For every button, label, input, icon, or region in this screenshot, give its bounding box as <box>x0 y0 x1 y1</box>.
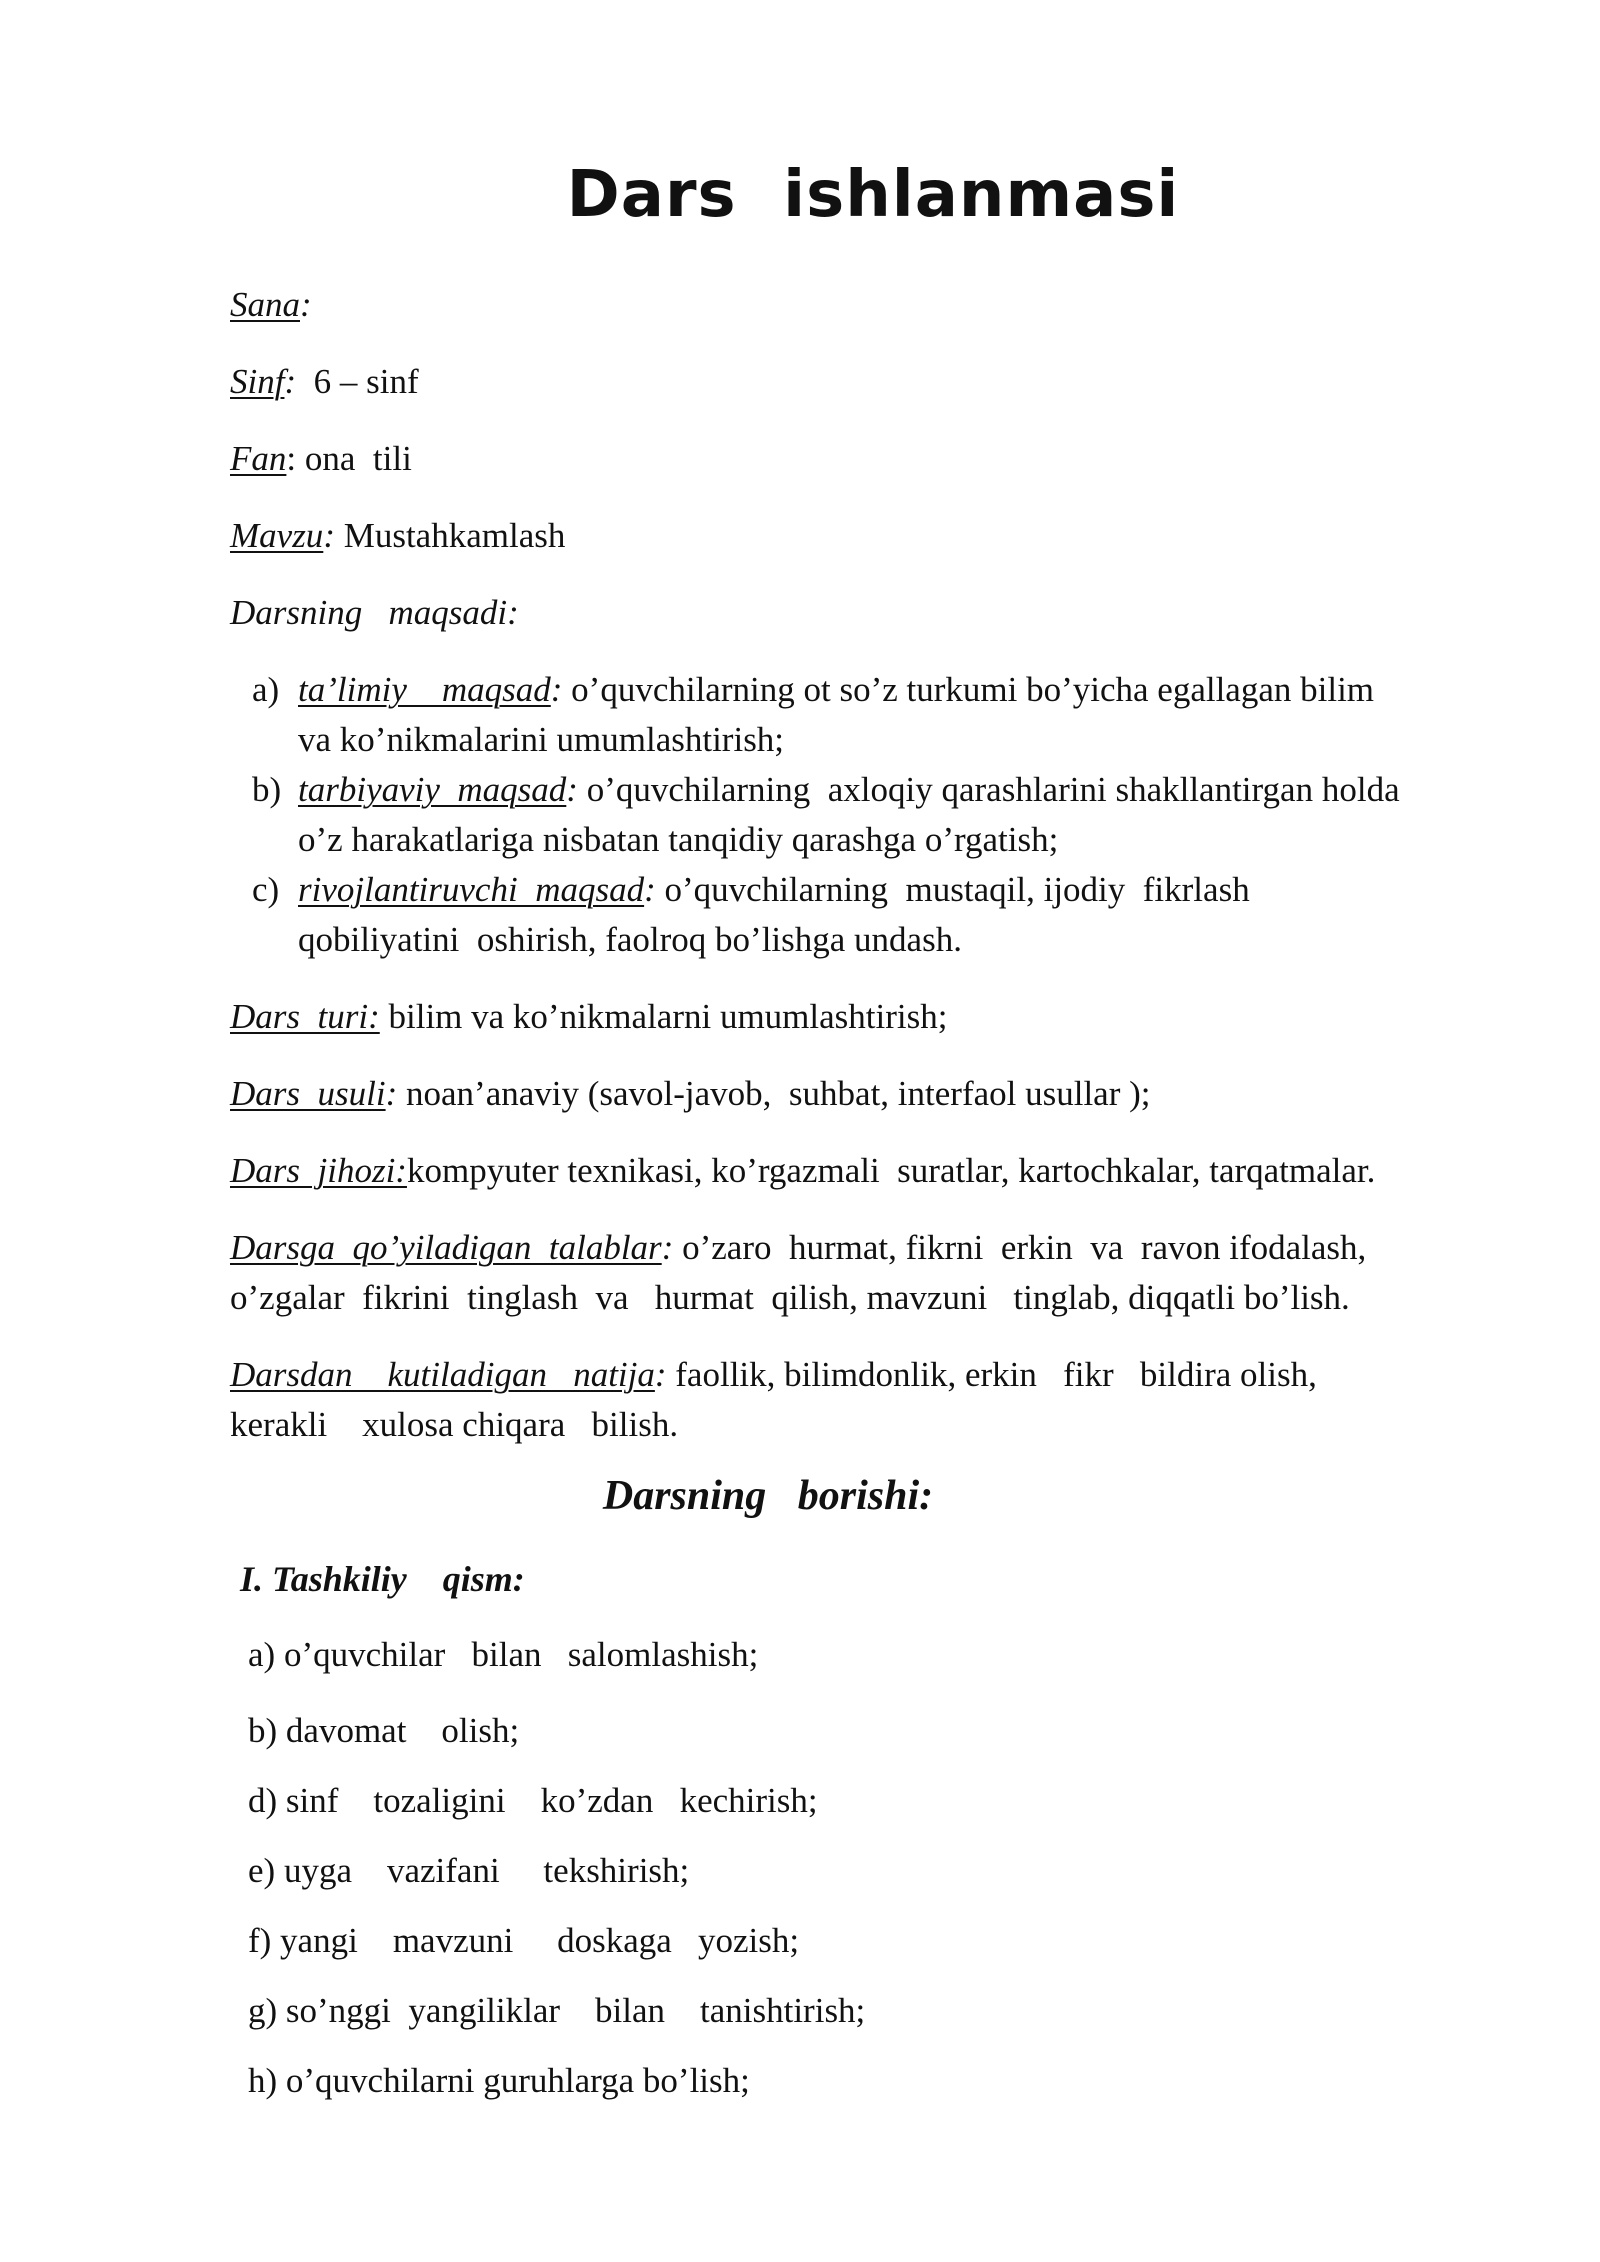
organizational-part-heading: I. Tashkiliy qism: <box>240 1559 525 1599</box>
field-fan-label: Fan <box>230 439 287 478</box>
field-talablar-continued: o’zgalar fikrini tinglash va hurmat qilish, mavzuni tinglab, diqqatli bo’lish. <box>230 1278 1350 1317</box>
goal-tarbiyaviy-continued: o’z harakatlariga nisbatan tanqidiy qarashga o’rgatish; <box>298 820 1059 859</box>
goal-colon: : <box>566 770 578 809</box>
goal-rivojlantiruvchi <box>252 865 1250 915</box>
goal-tarbiyaviy <box>252 765 1400 815</box>
field-dars-turi <box>230 992 947 1042</box>
field-sinf-label: Sinf <box>230 362 285 401</box>
goal-talimiy <box>252 665 1374 715</box>
field-natija-value: faollik, bilimdonlik, erkin fikr bildira olish, <box>666 1355 1317 1394</box>
field-natija-colon: : <box>654 1355 667 1394</box>
step-item: b) davomat olish; <box>248 1711 520 1750</box>
field-dars-turi-label: Dars turi: <box>230 997 380 1036</box>
field-sana <box>230 280 312 330</box>
goal-text: o’quvchilarning axloqiy qarashlarini shakllantirgan holda <box>577 770 1400 809</box>
goal-label: tarbiyaviy maqsad <box>298 770 567 809</box>
goal-text: o’quvchilarning ot so’z turkumi bo’yicha egallagan bilim <box>562 670 1375 709</box>
field-talablar <box>230 1223 1366 1273</box>
field-dars-usuli-label: Dars usuli <box>230 1074 386 1113</box>
field-dars-turi-value: bilim va ko’nikmalarni umumlashtirish; <box>379 997 948 1036</box>
field-fan-colon: : <box>286 439 297 478</box>
field-talablar-label: Darsga qo’yiladigan talablar <box>230 1228 662 1267</box>
field-sinf-colon: : <box>284 362 297 401</box>
field-natija-continued: kerakli xulosa chiqara bilish. <box>230 1405 679 1444</box>
goal-marker: b) <box>252 770 282 809</box>
field-natija <box>230 1350 1317 1400</box>
field-fan <box>230 434 412 484</box>
goals-heading: Darsning maqsadi: <box>230 593 519 632</box>
step-item: a) o’quvchilar bilan salomlashish; <box>248 1635 759 1674</box>
goal-marker: a) <box>252 670 280 709</box>
step-item: h) o’quvchilarni guruhlarga bo’lish; <box>248 2061 750 2100</box>
field-mavzu-colon: : <box>323 516 335 555</box>
field-talablar-value: o’zaro hurmat, fikrni erkin va ravon ifodalash, <box>673 1228 1367 1267</box>
field-mavzu-value: Mustahkamlash <box>334 516 566 555</box>
document-title: Dars ishlanmasi <box>566 158 1180 232</box>
step-item: e) uyga vazifani tekshirish; <box>248 1851 690 1890</box>
field-dars-jihozi <box>230 1146 1375 1196</box>
step-item: g) so’nggi yangiliklar bilan tanishtirish; <box>248 1991 866 2030</box>
step-item: d) sinf tozaligini ko’zdan kechirish; <box>248 1781 818 1820</box>
field-natija-label: Darsdan kutiladigan natija <box>230 1355 655 1394</box>
field-dars-jihozi-label: Dars jihozi: <box>230 1151 407 1190</box>
field-mavzu <box>230 511 565 561</box>
field-sana-colon: : <box>300 285 312 324</box>
goal-marker: c) <box>252 870 280 909</box>
field-sana-label: Sana <box>230 285 300 324</box>
lesson-progress-heading: Darsning borishi: <box>602 1473 934 1519</box>
field-mavzu-label: Mavzu <box>230 516 324 555</box>
field-sinf-value: 6 – sinf <box>296 362 419 401</box>
step-item: f) yangi mavzuni doskaga yozish; <box>248 1921 800 1960</box>
goal-rivojlantiruvchi-continued: qobiliyatini oshirish, faolroq bo’lishga undash. <box>298 920 962 959</box>
goal-label: rivojlantiruvchi maqsad <box>298 870 645 909</box>
field-fan-value: ona tili <box>296 439 412 478</box>
field-talablar-colon: : <box>661 1228 674 1267</box>
goal-text: o’quvchilarning mustaqil, ijodiy fikrlash <box>655 870 1250 909</box>
field-dars-usuli-value: noan’anaviy (savol-javob, suhbat, interfaol usullar ); <box>397 1074 1151 1113</box>
field-dars-usuli <box>230 1069 1151 1119</box>
goal-talimiy-continued: va ko’nikmalarini umumlashtirish; <box>298 720 785 759</box>
goal-colon: : <box>550 670 563 709</box>
goal-colon: : <box>644 870 656 909</box>
field-dars-jihozi-value: kompyuter texnikasi, ko’rgazmali suratlar, kartochkalar, tarqatmalar. <box>406 1151 1376 1190</box>
field-sinf <box>230 357 419 407</box>
goal-label: ta’limiy maqsad <box>298 670 551 709</box>
field-dars-usuli-colon: : <box>385 1074 398 1113</box>
